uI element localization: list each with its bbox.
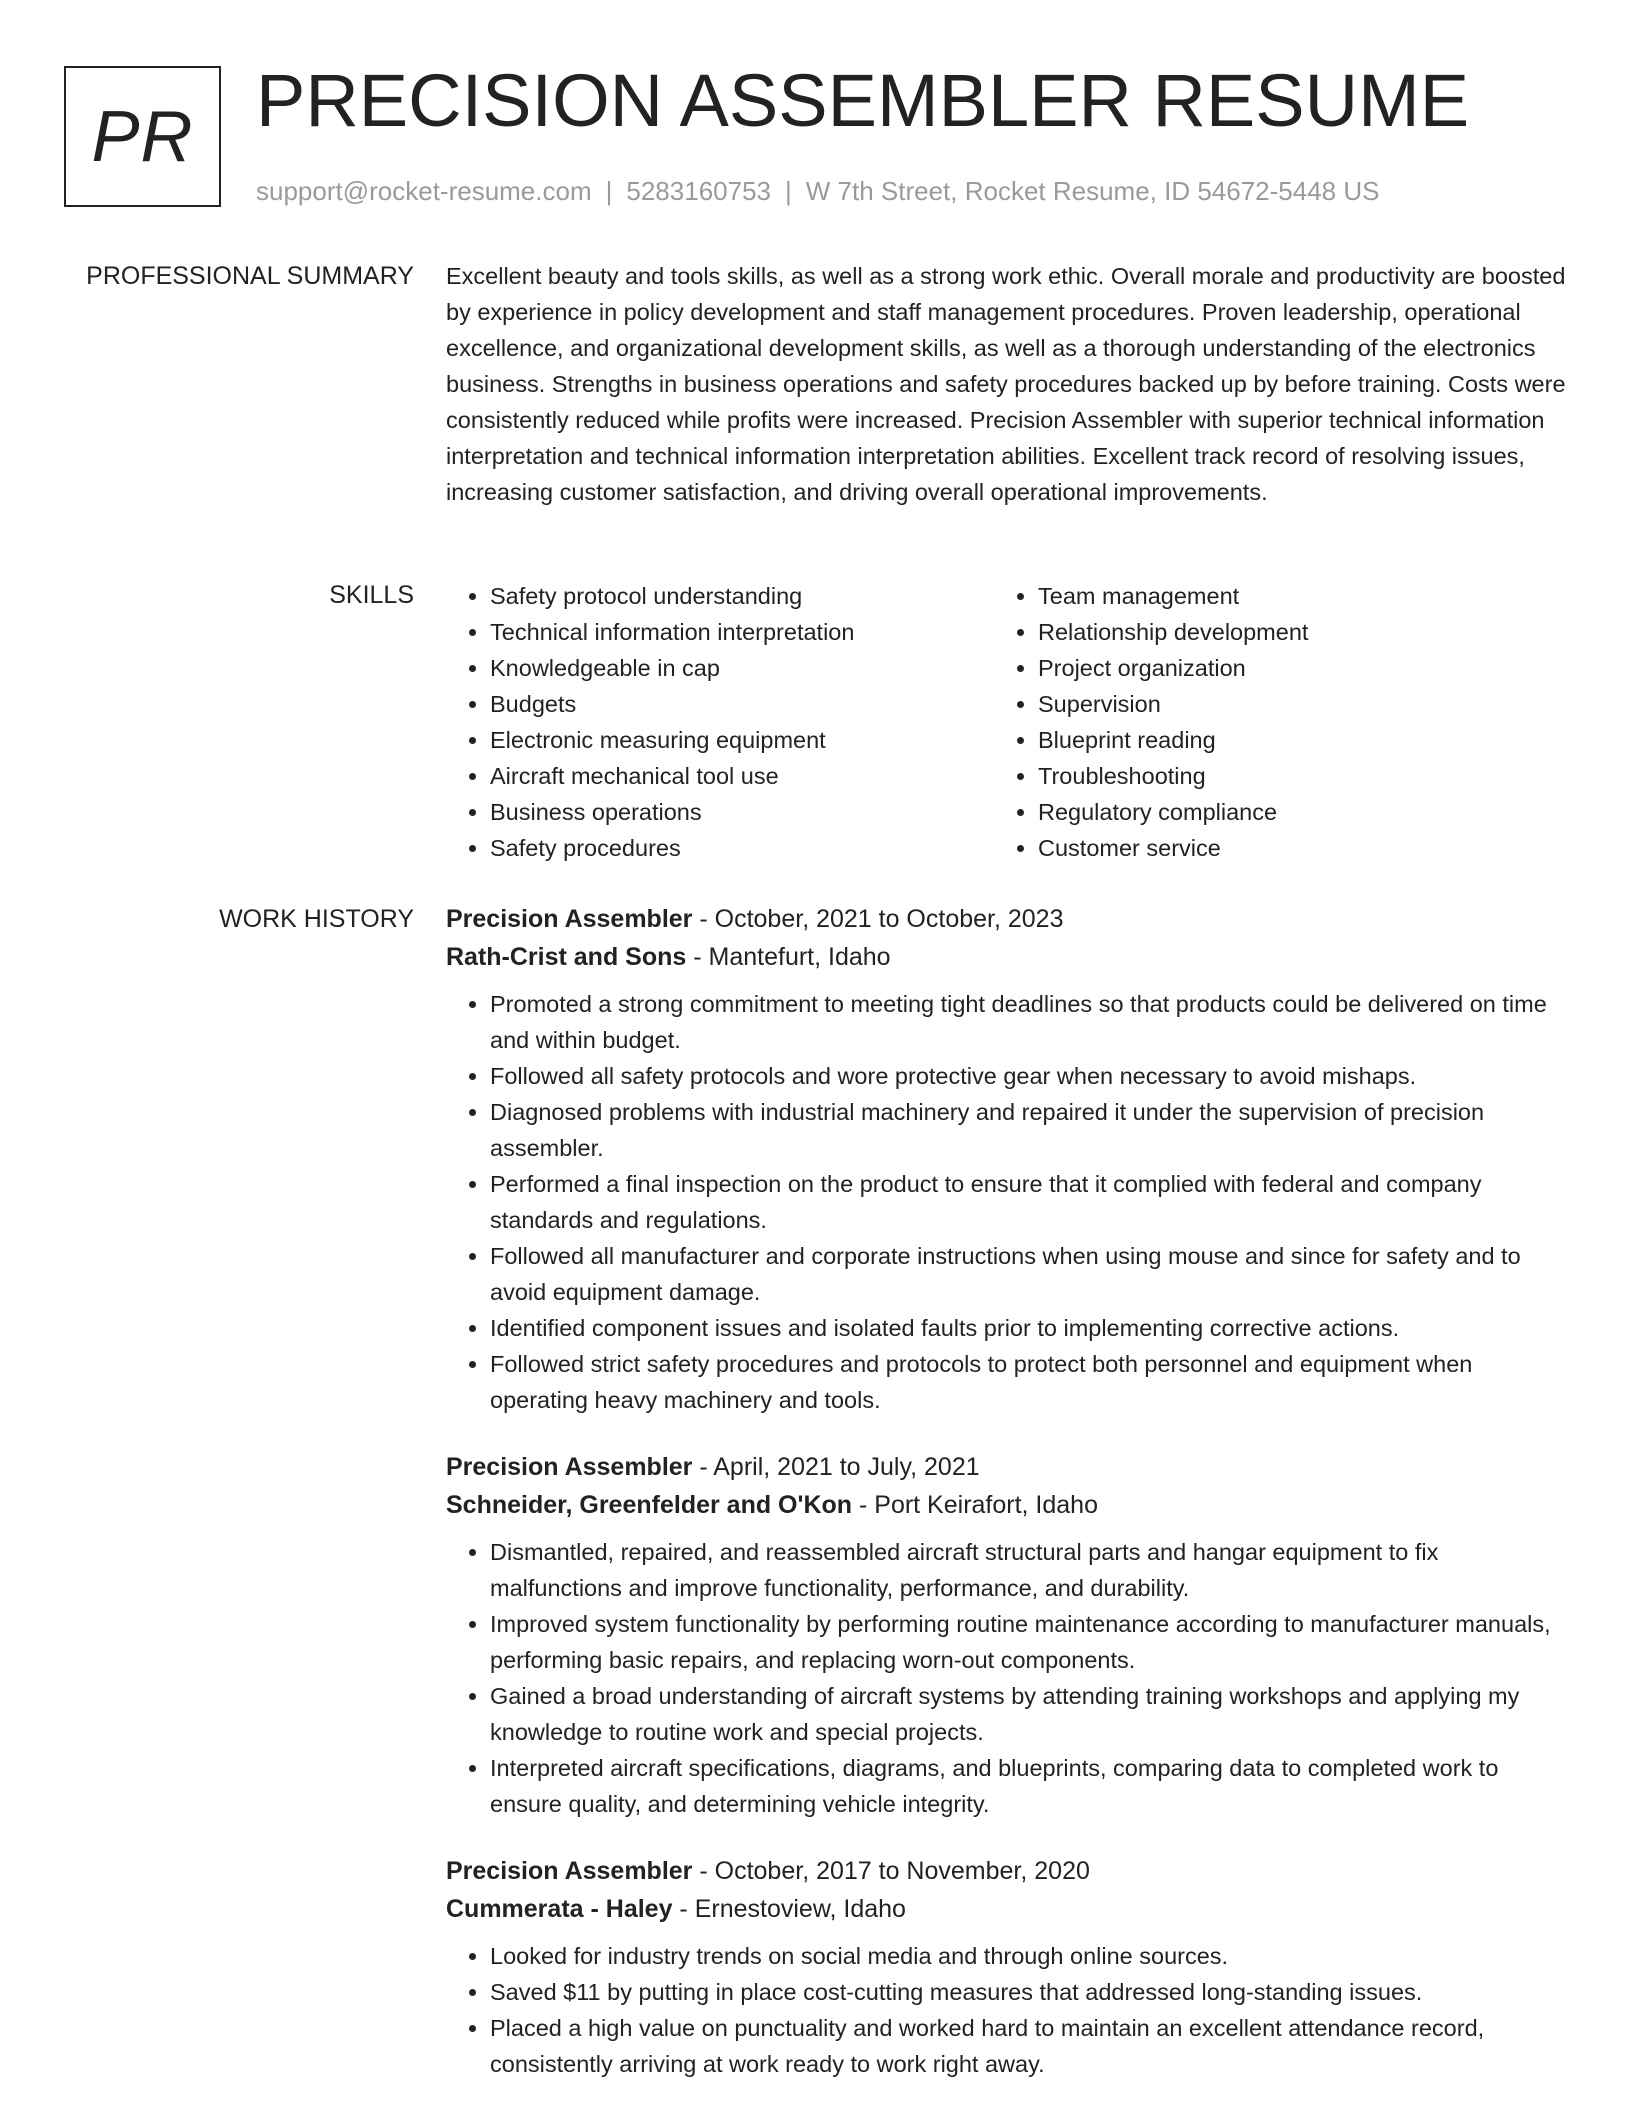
- job-duties-list: [446, 1534, 1568, 1822]
- monogram-logo: PR: [64, 66, 221, 207]
- job-title-line: [446, 900, 1568, 938]
- job-title: Precision Assembler: [446, 1453, 693, 1481]
- job-company-line: [446, 1890, 1568, 1928]
- job-duty-item: • Gained a broad understanding of aircraft systems by attending training workshops and applying my knowledge to routine work and special projects.: [490, 1678, 1568, 1750]
- skill-item: • Electronic measuring equipment: [490, 722, 994, 758]
- job-title: Precision Assembler: [446, 905, 693, 933]
- resume-title: PRECISION ASSEMBLER RESUME: [256, 59, 1470, 142]
- skill-item: • Safety protocol understanding: [490, 578, 994, 614]
- job-company: Cummerata - Haley: [446, 1895, 673, 1923]
- job-duties-list: [446, 986, 1568, 1418]
- job-duty-item: • Looked for industry trends on social media and through online sources.: [490, 1938, 1568, 1974]
- job-company: Schneider, Greenfelder and O'Kon: [446, 1491, 853, 1519]
- job-duty-item: • Followed all manufacturer and corporate instructions when using mouse and since for safety and to avoid equipment damage.: [490, 1238, 1568, 1310]
- skills-list-right: [994, 578, 1542, 866]
- job-duty-item: • Followed all safety protocols and wore protective gear when necessary to avoid mishaps.: [490, 1058, 1568, 1094]
- skill-item: • Business operations: [490, 794, 994, 830]
- contact-separator: |: [785, 176, 792, 206]
- contact-email: support@rocket-resume.com: [256, 176, 592, 206]
- skill-item: • Team management: [1038, 578, 1542, 614]
- job-entry: [446, 1448, 1568, 1822]
- summary-section: [446, 258, 1568, 510]
- skill-item: • Troubleshooting: [1038, 758, 1542, 794]
- work-history-label: WORK HISTORY: [219, 905, 414, 933]
- skill-item: • Blueprint reading: [1038, 722, 1542, 758]
- job-location: - Mantefurt, Idaho: [686, 943, 891, 971]
- job-duty-item: • Interpreted aircraft specifications, diagrams, and blueprints, comparing data to completed work to ensure quality, and determining vehicle integrity.: [490, 1750, 1568, 1822]
- skill-item: • Project organization: [1038, 650, 1542, 686]
- skill-item: • Regulatory compliance: [1038, 794, 1542, 830]
- job-duty-item: • Followed strict safety procedures and protocols to protect both personnel and equipment when operating heavy machinery and tools.: [490, 1346, 1568, 1418]
- job-location: - Ernestoview, Idaho: [672, 1895, 906, 1923]
- job-duty-item: • Saved $11 by putting in place cost-cutting measures that addressed long-standing issues.: [490, 1974, 1568, 2010]
- job-entry: [446, 1852, 1568, 2082]
- work-history-section: [446, 900, 1568, 2112]
- skill-item: • Supervision: [1038, 686, 1542, 722]
- contact-line: [256, 174, 1379, 208]
- summary-text: Excellent beauty and tools skills, as well as a strong work ethic. Overall morale and productivity are boosted by experience in policy development and staff management procedures. Proven leadership, operational excellence, and organizational development skills, as well as a thorough understanding of the electronics business. Strengths in business operations and safety procedures backed up by before training. Costs were consistently reduced while profits were increased. Precision Assembler with superior technical information interpretation and technical information interpretation abilities. Excellent track record of resolving issues, increasing customer satisfaction, and driving overall operational improvements.: [446, 263, 1566, 505]
- skill-item: • Budgets: [490, 686, 994, 722]
- contact-phone: 5283160753: [626, 176, 771, 206]
- skill-item: • Aircraft mechanical tool use: [490, 758, 994, 794]
- job-company: Rath-Crist and Sons: [446, 943, 687, 971]
- job-duty-item: • Identified component issues and isolated faults prior to implementing corrective actions.: [490, 1310, 1568, 1346]
- job-duty-item: • Dismantled, repaired, and reassembled aircraft structural parts and hangar equipment to fix malfunctions and improve functionality, performance, and durability.: [490, 1534, 1568, 1606]
- job-duty-item: • Improved system functionality by performing routine maintenance according to manufacturer manuals, performing basic repairs, and replacing worn-out components.: [490, 1606, 1568, 1678]
- skill-item: • Technical information interpretation: [490, 614, 994, 650]
- skills-list-left: [446, 578, 994, 866]
- job-title: Precision Assembler: [446, 1857, 693, 1885]
- skills-label: SKILLS: [329, 581, 414, 609]
- job-dates: - October, 2017 to November, 2020: [692, 1857, 1090, 1885]
- job-title-line: [446, 1852, 1568, 1890]
- skills-section: [446, 578, 1568, 866]
- summary-label: PROFESSIONAL SUMMARY: [86, 262, 414, 290]
- contact-separator: |: [605, 176, 613, 206]
- skill-item: • Knowledgeable in cap: [490, 650, 994, 686]
- skill-item: • Relationship development: [1038, 614, 1542, 650]
- job-dates: - October, 2021 to October, 2023: [692, 905, 1064, 933]
- job-duty-item: • Performed a final inspection on the product to ensure that it complied with federal and company standards and regulations.: [490, 1166, 1568, 1238]
- job-company-line: [446, 938, 1568, 976]
- job-title-line: [446, 1448, 1568, 1486]
- skill-item: • Safety procedures: [490, 830, 994, 866]
- contact-address: W 7th Street, Rocket Resume, ID 54672-5448 US: [805, 176, 1380, 206]
- job-location: - Port Keirafort, Idaho: [852, 1491, 1098, 1519]
- job-entry: [446, 900, 1568, 1418]
- job-company-line: [446, 1486, 1568, 1524]
- skill-item: • Customer service: [1038, 830, 1542, 866]
- job-duties-list: [446, 1938, 1568, 2082]
- job-duty-item: • Diagnosed problems with industrial machinery and repaired it under the supervision of precision assembler.: [490, 1094, 1568, 1166]
- job-duty-item: • Placed a high value on punctuality and worked hard to maintain an excellent attendance record, consistently arriving at work ready to work right away.: [490, 2010, 1568, 2082]
- job-dates: - April, 2021 to July, 2021: [692, 1453, 980, 1481]
- job-duty-item: • Promoted a strong commitment to meeting tight deadlines so that products could be delivered on time and within budget.: [490, 986, 1568, 1058]
